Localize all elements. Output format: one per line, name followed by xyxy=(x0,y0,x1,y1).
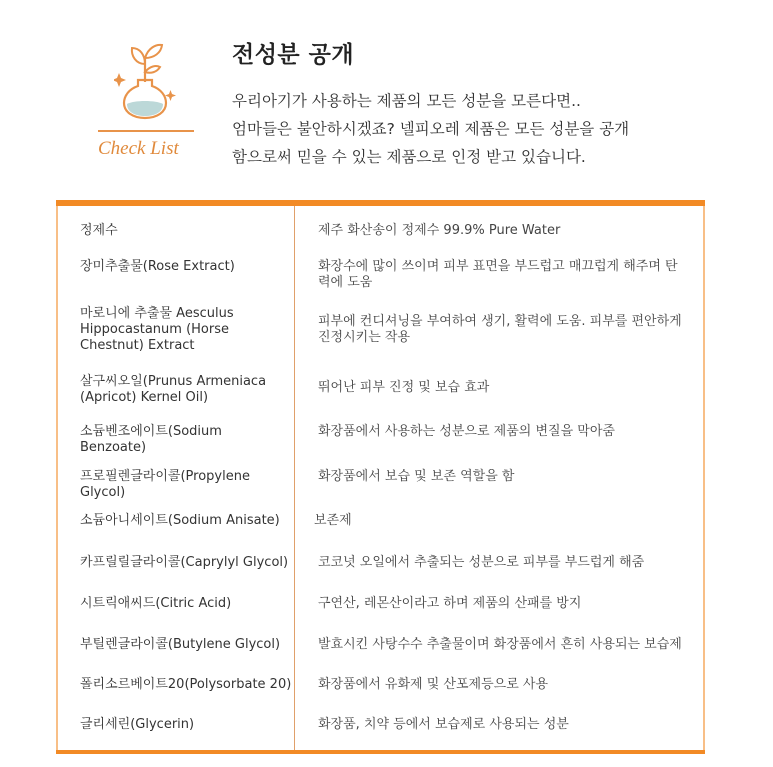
check-list-label: Check List xyxy=(98,138,179,159)
ingredient-desc: 발효시킨 사탕수수 추출물이며 화장품에서 흔히 사용되는 보습제 xyxy=(318,637,682,652)
ingredient-desc: 화장품, 치약 등에서 보습제로 사용되는 성분 xyxy=(318,717,569,732)
ingredient-name: 소듐벤조에이트(Sodium Benzoate) xyxy=(80,424,222,455)
table-border-left xyxy=(56,206,58,750)
intro-line: 우리아기가 사용하는 제품의 모든 성분을 모른다면.. xyxy=(232,92,581,110)
ingredient-desc: 피부에 컨디셔닝을 부여하여 생기, 활력에 도움. 피부를 편안하게 진정시키는 작용 xyxy=(318,314,682,345)
ingredient-desc: 보존제 xyxy=(314,513,352,528)
ingredient-desc: 화장품에서 보습 및 보존 역할을 함 xyxy=(318,469,515,484)
intro-text xyxy=(232,87,629,171)
ingredient-desc: 제주 화산송이 정제수 99.9% Pure Water xyxy=(318,223,561,238)
ingredient-name: 정제수 xyxy=(80,223,118,238)
ingredient-name: 장미추출물(Rose Extract) xyxy=(80,259,235,274)
ingredient-name: 프로필렌글라이콜(Propylene Glycol) xyxy=(80,469,250,500)
check-list-rule xyxy=(98,130,194,132)
ingredient-name: 소듐아니세이트(Sodium Anisate) xyxy=(80,513,280,528)
ingredient-name: 살구씨오일(Prunus Armeniaca (Apricot) Kernel Oil) xyxy=(80,374,267,405)
intro-line: 함으로써 믿을 수 있는 제품으로 인정 받고 있습니다. xyxy=(232,148,586,166)
ingredient-desc: 화장품에서 사용하는 성분으로 제품의 변질을 막아줌 xyxy=(318,424,615,439)
column-divider xyxy=(294,206,295,750)
ingredient-desc: 구연산, 레몬산이라고 하며 제품의 산패를 방지 xyxy=(318,596,582,611)
ingredient-name: 부틸렌글라이콜(Butylene Glycol) xyxy=(80,637,281,652)
ingredients-table xyxy=(56,200,705,754)
ingredient-name: 카프릴릴글라이콜(Caprylyl Glycol) xyxy=(80,555,289,570)
page-title: 전성분 공개 xyxy=(232,42,355,68)
ingredient-name: 폴리소르베이트20(Polysorbate 20) xyxy=(80,677,292,692)
table-border-right xyxy=(703,206,705,750)
ingredient-name: 마로니에 추출물 Aesculus Hippocastanum (Horse Chestnut) Extract xyxy=(80,306,234,353)
ingredient-name: 글리세린(Glycerin) xyxy=(80,717,195,732)
check-list-logo xyxy=(92,34,202,164)
intro-line: 엄마들은 불안하시겠죠? 넬피오레 제품은 모든 성분을 공개 xyxy=(232,120,630,138)
plant-flask-icon xyxy=(114,34,176,120)
ingredient-desc: 화장수에 많이 쓰이며 피부 표면을 부드럽고 매끄럽게 해주며 탄력에 도움 xyxy=(318,259,678,290)
ingredient-desc: 화장품에서 유화제 및 산포제등으로 사용 xyxy=(318,677,549,692)
ingredient-desc: 코코넛 오일에서 추출되는 성분으로 피부를 부드럽게 해줌 xyxy=(318,555,645,570)
ingredient-name: 시트릭애씨드(Citric Acid) xyxy=(80,596,232,611)
ingredient-desc: 뛰어난 피부 진정 및 보습 효과 xyxy=(318,380,490,395)
